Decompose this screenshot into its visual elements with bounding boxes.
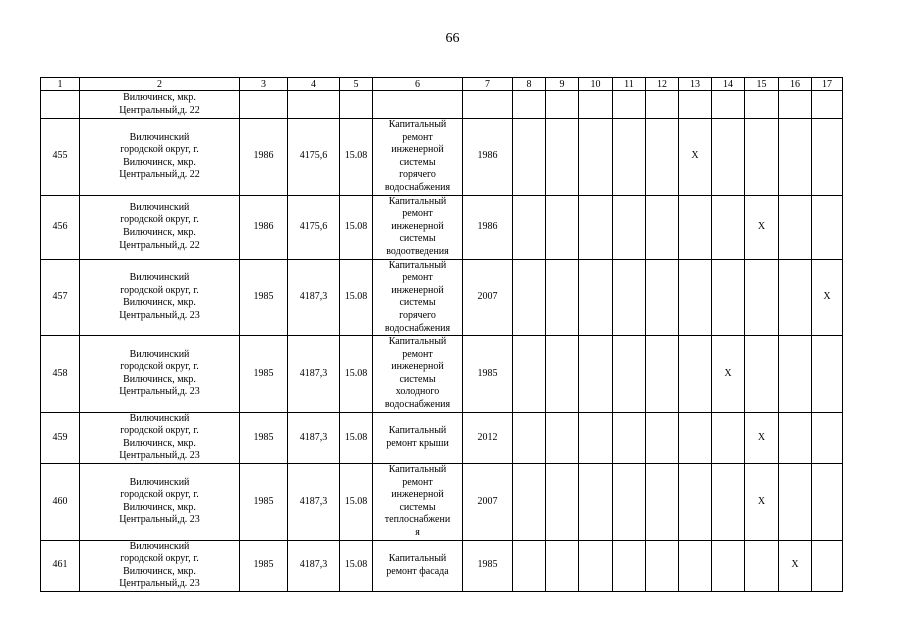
column-number-cell: 13 (679, 78, 712, 91)
year-mark-cell (679, 540, 712, 591)
year-mark-cell (579, 464, 613, 541)
year-mark-cell (779, 412, 812, 463)
column-number-cell: 15 (745, 78, 779, 91)
column-number-cell: 7 (463, 78, 513, 91)
year-mark-cell (679, 195, 712, 259)
row-number-cell (41, 91, 80, 119)
area-cell: 4187,3 (288, 540, 340, 591)
build-year-cell: 1985 (240, 464, 288, 541)
year-mark-cell (613, 119, 646, 196)
year-mark-cell (513, 540, 546, 591)
year-mark-cell (679, 464, 712, 541)
column-number-row (41, 78, 843, 91)
year-mark-cell (779, 336, 812, 413)
last-repair-year-cell: 2007 (463, 464, 513, 541)
column-number-cell: 5 (340, 78, 373, 91)
last-repair-year-cell: 1985 (463, 540, 513, 591)
work-type-cell: Капитальный ремонт инженерной системы водоотведения (373, 195, 463, 259)
year-mark-cell: X (745, 412, 779, 463)
year-mark-cell (745, 259, 779, 336)
year-mark-cell (579, 119, 613, 196)
work-type-cell: Капитальный ремонт инженерной системы горячего водоснабжения (373, 119, 463, 196)
area-cell: 4187,3 (288, 464, 340, 541)
column-number-cell: 8 (513, 78, 546, 91)
year-mark-cell (546, 195, 579, 259)
year-mark-cell (513, 259, 546, 336)
year-mark-cell (712, 195, 745, 259)
column-number-cell: 6 (373, 78, 463, 91)
row-number-cell: 459 (41, 412, 80, 463)
area-cell: 4187,3 (288, 336, 340, 413)
area-cell: 4175,6 (288, 195, 340, 259)
year-mark-cell (546, 412, 579, 463)
build-year-cell: 1985 (240, 540, 288, 591)
year-mark-cell (679, 91, 712, 119)
year-mark-cell: X (745, 464, 779, 541)
table-row (41, 119, 843, 196)
year-mark-cell (513, 412, 546, 463)
year-mark-cell (745, 91, 779, 119)
year-mark-cell (679, 259, 712, 336)
year-mark-cell (546, 336, 579, 413)
year-mark-cell (579, 259, 613, 336)
year-mark-cell: X (712, 336, 745, 413)
area-cell: 4187,3 (288, 259, 340, 336)
last-repair-year-cell: 1986 (463, 195, 513, 259)
build-year-cell: 1986 (240, 195, 288, 259)
year-mark-cell (646, 259, 679, 336)
year-mark-cell (613, 412, 646, 463)
repair-schedule-table (40, 77, 843, 592)
year-mark-cell (646, 91, 679, 119)
year-mark-cell (546, 464, 579, 541)
column-number-cell: 1 (41, 78, 80, 91)
column-number-cell: 2 (80, 78, 240, 91)
year-mark-cell (812, 412, 843, 463)
code-cell: 15.08 (340, 336, 373, 413)
area-cell: 4187,3 (288, 412, 340, 463)
year-mark-cell (779, 195, 812, 259)
work-type-cell: Капитальный ремонт фасада (373, 540, 463, 591)
area-cell (288, 91, 340, 119)
year-mark-cell (513, 464, 546, 541)
year-mark-cell (812, 540, 843, 591)
last-repair-year-cell: 2007 (463, 259, 513, 336)
year-mark-cell (812, 336, 843, 413)
last-repair-year-cell: 2012 (463, 412, 513, 463)
work-type-cell: Капитальный ремонт инженерной системы холодного водоснабжения (373, 336, 463, 413)
year-mark-cell (646, 336, 679, 413)
last-repair-year-cell: 1986 (463, 119, 513, 196)
year-mark-cell (679, 412, 712, 463)
year-mark-cell (613, 195, 646, 259)
year-mark-cell: X (812, 259, 843, 336)
year-mark-cell (513, 195, 546, 259)
column-number-cell: 17 (812, 78, 843, 91)
year-mark-cell (712, 412, 745, 463)
table-row (41, 195, 843, 259)
year-mark-cell (679, 336, 712, 413)
year-mark-cell: X (679, 119, 712, 196)
year-mark-cell (579, 412, 613, 463)
code-cell: 15.08 (340, 119, 373, 196)
page-number: 66 (445, 31, 460, 46)
column-number-cell: 16 (779, 78, 812, 91)
build-year-cell (240, 91, 288, 119)
year-mark-cell (712, 259, 745, 336)
year-mark-cell (779, 91, 812, 119)
work-type-cell (373, 91, 463, 119)
year-mark-cell (745, 119, 779, 196)
year-mark-cell (646, 119, 679, 196)
year-mark-cell (712, 540, 745, 591)
address-cell: Вилючинский городской округ, г. Вилючинск, мкр. Центральный,д. 23 (80, 540, 240, 591)
year-mark-cell (646, 464, 679, 541)
row-number-cell: 458 (41, 336, 80, 413)
code-cell: 15.08 (340, 464, 373, 541)
code-cell: 15.08 (340, 412, 373, 463)
year-mark-cell (579, 540, 613, 591)
year-mark-cell (712, 464, 745, 541)
build-year-cell: 1985 (240, 259, 288, 336)
address-cell: Вилючинский городской округ, г. Вилючинск, мкр. Центральный,д. 23 (80, 336, 240, 413)
year-mark-cell (745, 336, 779, 413)
table-row (41, 259, 843, 336)
work-type-cell: Капитальный ремонт инженерной системы горячего водоснабжения (373, 259, 463, 336)
last-repair-year-cell (463, 91, 513, 119)
row-number-cell: 461 (41, 540, 80, 591)
row-number-cell: 460 (41, 464, 80, 541)
year-mark-cell (579, 336, 613, 413)
table-row (41, 336, 843, 413)
year-mark-cell (812, 91, 843, 119)
row-number-cell: 457 (41, 259, 80, 336)
row-number-cell: 456 (41, 195, 80, 259)
column-number-cell: 10 (579, 78, 613, 91)
year-mark-cell (812, 464, 843, 541)
address-cell: Вилючинский городской округ, г. Вилючинск, мкр. Центральный,д. 22 (80, 119, 240, 196)
year-mark-cell (613, 91, 646, 119)
table-row (41, 91, 843, 119)
year-mark-cell: X (745, 195, 779, 259)
address-cell: Вилючинский городской округ, г. Вилючинск, мкр. Центральный,д. 23 (80, 464, 240, 541)
table-row (41, 540, 843, 591)
year-mark-cell (513, 119, 546, 196)
year-mark-cell (712, 91, 745, 119)
work-type-cell: Капитальный ремонт крыши (373, 412, 463, 463)
column-number-cell: 11 (613, 78, 646, 91)
year-mark-cell (646, 540, 679, 591)
address-cell: Вилючинский городской округ, г. Вилючинск, мкр. Центральный,д. 23 (80, 259, 240, 336)
build-year-cell: 1985 (240, 336, 288, 413)
year-mark-cell (745, 540, 779, 591)
year-mark-cell (546, 540, 579, 591)
build-year-cell: 1985 (240, 412, 288, 463)
table-row (41, 412, 843, 463)
build-year-cell: 1986 (240, 119, 288, 196)
year-mark-cell (812, 195, 843, 259)
year-mark-cell (812, 119, 843, 196)
row-number-cell: 455 (41, 119, 80, 196)
column-number-cell: 3 (240, 78, 288, 91)
address-cell: Вилючинск, мкр. Центральный,д. 22 (80, 91, 240, 119)
year-mark-cell (779, 119, 812, 196)
column-number-cell: 12 (646, 78, 679, 91)
code-cell (340, 91, 373, 119)
year-mark-cell (613, 540, 646, 591)
year-mark-cell (546, 259, 579, 336)
address-cell: Вилючинский городской округ, г. Вилючинск, мкр. Центральный,д. 23 (80, 412, 240, 463)
work-type-cell: Капитальный ремонт инженерной системы теплоснабжени я (373, 464, 463, 541)
year-mark-cell (779, 464, 812, 541)
year-mark-cell (579, 195, 613, 259)
column-number-cell: 9 (546, 78, 579, 91)
year-mark-cell (779, 259, 812, 336)
code-cell: 15.08 (340, 540, 373, 591)
last-repair-year-cell: 1985 (463, 336, 513, 413)
area-cell: 4175,6 (288, 119, 340, 196)
year-mark-cell (579, 91, 613, 119)
year-mark-cell (613, 259, 646, 336)
table-row (41, 464, 843, 541)
code-cell: 15.08 (340, 195, 373, 259)
year-mark-cell (513, 336, 546, 413)
year-mark-cell (646, 412, 679, 463)
column-number-cell: 14 (712, 78, 745, 91)
year-mark-cell (712, 119, 745, 196)
column-number-cell: 4 (288, 78, 340, 91)
year-mark-cell (646, 195, 679, 259)
year-mark-cell (613, 336, 646, 413)
year-mark-cell (513, 91, 546, 119)
year-mark-cell: X (779, 540, 812, 591)
year-mark-cell (613, 464, 646, 541)
address-cell: Вилючинский городской округ, г. Вилючинск, мкр. Центральный,д. 22 (80, 195, 240, 259)
year-mark-cell (546, 91, 579, 119)
year-mark-cell (546, 119, 579, 196)
code-cell: 15.08 (340, 259, 373, 336)
